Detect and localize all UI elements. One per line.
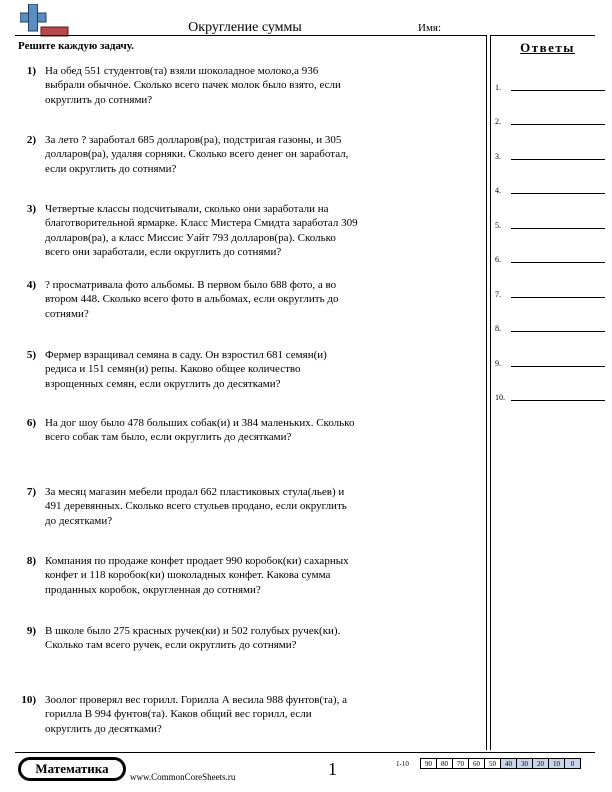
problem-9 (18, 624, 358, 653)
problem-number: 6) (26, 417, 36, 429)
answer-line-4[interactable] (495, 181, 605, 195)
answer-number: 5. (495, 221, 501, 230)
bottom-rule (15, 752, 595, 753)
score-table (396, 758, 581, 769)
answer-number: 8. (495, 324, 501, 333)
score-cell: 10 (549, 759, 565, 769)
score-cell: 80 (437, 759, 453, 769)
problem-text: Зоолог проверял вес горилл. Горилла А весила 988 фунтов(та), а горилла В 994 фунтов(та). Каков общий вес горилл, если округлить до десятками? (45, 694, 347, 735)
answer-number: 10. (495, 393, 505, 402)
problem-number: 1) (26, 65, 36, 77)
answers-heading: Ответы (520, 40, 575, 55)
answer-number: 6. (495, 255, 501, 264)
problem-6 (18, 416, 358, 445)
problem-text: Компания по продаже конфет продает 990 коробок(ки) сахарных конфет и 118 коробок(ки) шоколадных конфет. Какова сумма проданных коробок, округленная до сотнями? (45, 555, 349, 596)
problem-number: 8) (26, 555, 36, 567)
problem-text: За лето ? заработал 685 долларов(ра), подстригая газоны, и 305 долларов(ра), удаляя сорняки. Сколько всего денег он заработал, если округлить до сотнями? (45, 134, 349, 175)
problem-text: В школе было 275 красных ручек(ки) и 502 голубых ручек(ки). Сколько там всего ручек, если округлить до сотнями? (45, 625, 341, 652)
problem-text: Фермер взращивал семяна в саду. Он взростил 681 семян(и) редиса и 151 семян(и) репы. Каково общее количество взрощенных семян, если округлить до десятками? (45, 349, 327, 390)
website-credit: www.CommonCoreSheets.ru (130, 772, 236, 782)
answer-line-3[interactable] (495, 147, 605, 161)
answer-line-5[interactable] (495, 216, 605, 230)
problem-7 (18, 485, 358, 528)
score-cell: 30 (517, 759, 533, 769)
problem-number: 10) (21, 694, 36, 706)
score-cell: 70 (453, 759, 469, 769)
problem-text: ? просматривала фото альбомы. В первом было 688 фото, а во втором 448. Сколько всего фото в альбомах, если округлить до сотнями? (45, 279, 339, 320)
problem-5 (18, 348, 358, 391)
problem-10 (18, 693, 358, 736)
answer-number: 7. (495, 290, 501, 299)
answer-number: 2. (495, 117, 501, 126)
top-rule (15, 35, 595, 36)
problem-text: За месяц магазин мебели продал 662 пластиковых стула(льев) и 491 деревянных. Сколько всего стульев продано, если округлить до десятками? (45, 486, 347, 527)
problem-3 (18, 202, 358, 259)
answer-number: 9. (495, 359, 501, 368)
problem-8 (18, 554, 358, 597)
score-cell: 60 (469, 759, 485, 769)
page-number: 1 (328, 759, 337, 779)
problem-number: 4) (26, 279, 36, 291)
problem-number: 2) (26, 134, 36, 146)
problem-number: 5) (26, 349, 36, 361)
answer-line-1[interactable] (495, 78, 605, 92)
score-cell: 20 (533, 759, 549, 769)
answer-line-7[interactable] (495, 285, 605, 299)
answer-line-6[interactable] (495, 250, 605, 264)
worksheet-title: Округление суммы (188, 20, 302, 35)
subject-badge (18, 757, 126, 781)
problem-number: 9) (26, 625, 36, 637)
answer-line-2[interactable] (495, 112, 605, 126)
problem-number: 7) (26, 486, 36, 498)
instructions: Решите каждую задачу. (18, 40, 134, 52)
problem-text: На обед 551 студентов(та) взяли шоколадное молоко,а 936 выбрали обычное. Сколько всего пачек молок было взято, если округлить до сотнями? (45, 65, 341, 106)
problem-2 (18, 133, 358, 176)
answer-number: 3. (495, 152, 501, 161)
answer-line-9[interactable] (495, 354, 605, 368)
score-cell: 90 (421, 759, 437, 769)
column-divider (486, 35, 491, 750)
score-cell: 40 (501, 759, 517, 769)
problem-text: Четвертые классы подсчитывали, сколько они заработали на благотворительной ярмарке. Класс Мистера Смидта заработал 309 долларов(ра), а класс Миссис Уайт 793 долларов(ра). Сколько всего они заработали, если округлить до сотнями? (45, 203, 358, 258)
problem-number: 3) (26, 203, 36, 215)
answer-line-8[interactable] (495, 319, 605, 333)
problem-text: На дог шоу было 478 больших собак(и) и 384 маленьких. Сколько всего собак там было, если округлить до десятками? (45, 417, 355, 444)
problem-1 (18, 64, 358, 107)
subject-badge-label: Математика (21, 760, 123, 778)
answer-number: 1. (495, 83, 501, 92)
problem-4 (18, 278, 358, 321)
name-label: Имя: (418, 22, 442, 34)
score-cell: 50 (485, 759, 501, 769)
score-cell: 0 (565, 759, 581, 769)
answer-number: 4. (495, 186, 501, 195)
score-label: 1-10 (396, 759, 409, 768)
answer-line-10[interactable] (495, 388, 605, 402)
